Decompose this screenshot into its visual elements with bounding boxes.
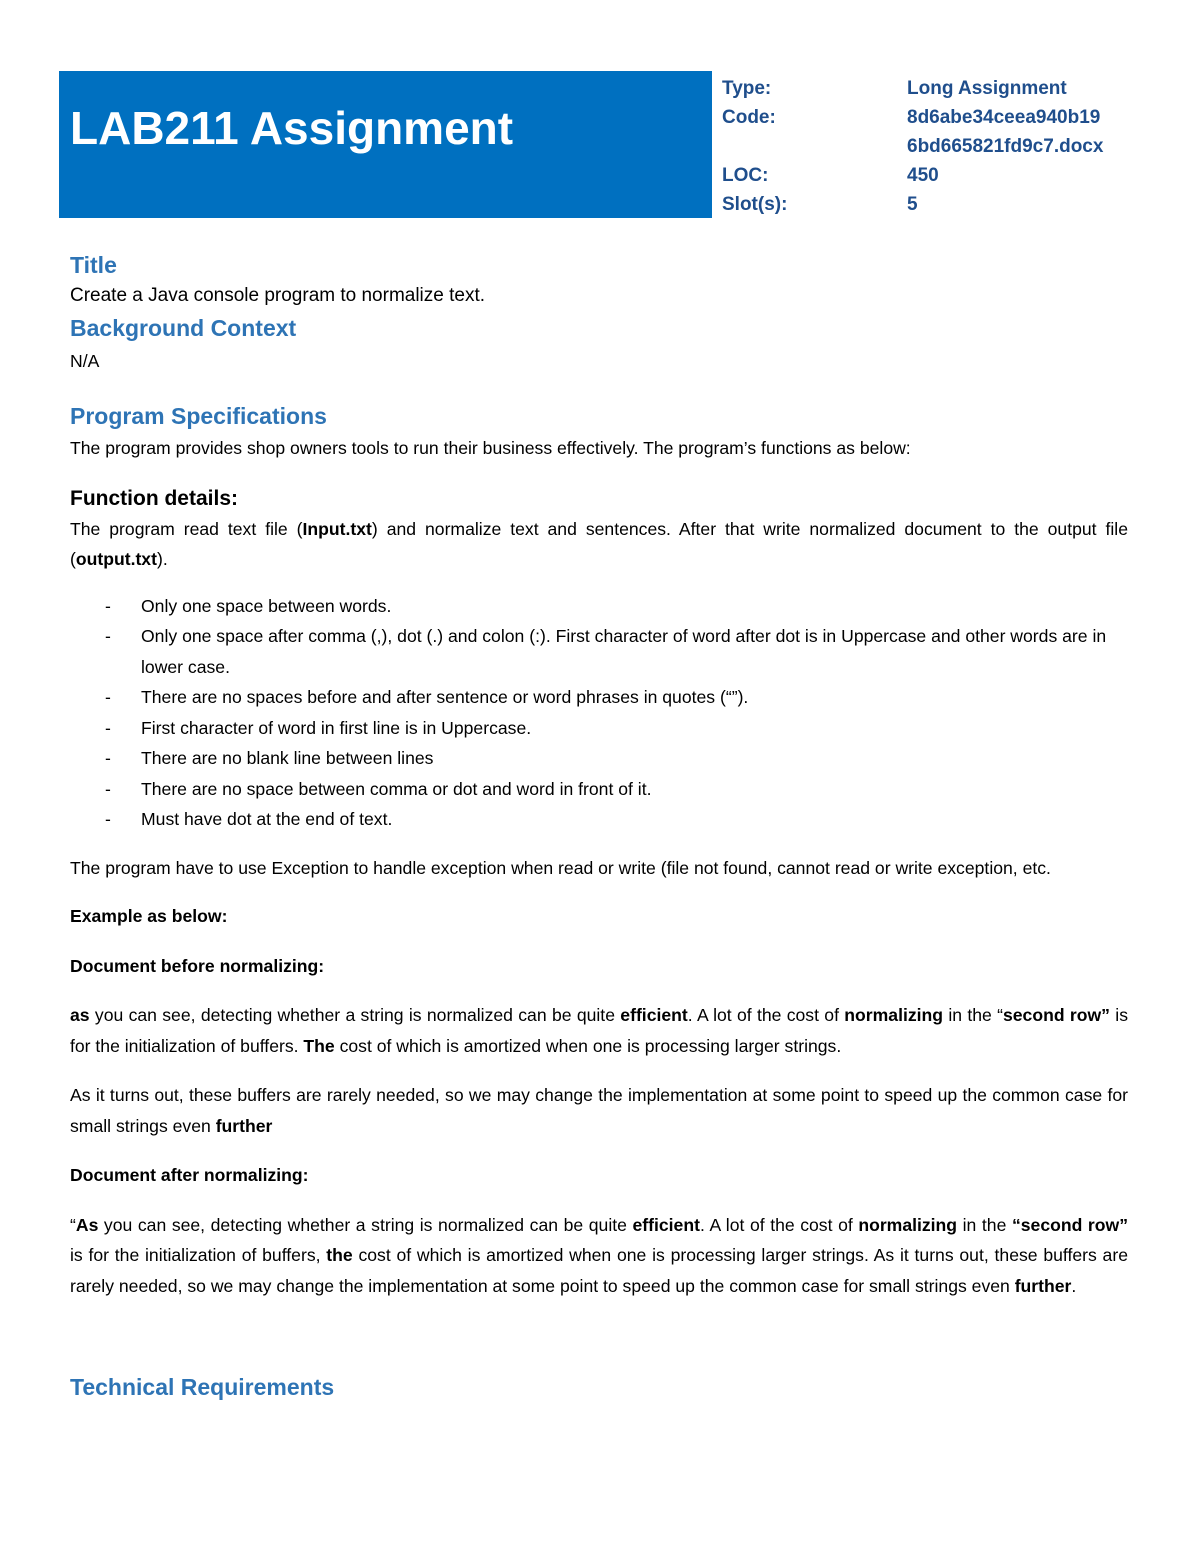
list-item: - There are no spaces before and after sentence or word phrases in quotes (“”). <box>105 687 749 707</box>
before-heading: Document before normalizing: <box>70 955 325 976</box>
section-heading-technical: Technical Requirements <box>70 1374 335 1400</box>
meta-key: LOC: <box>722 165 769 186</box>
list-item: - First character of word in first line is in Uppercase. <box>105 717 532 738</box>
list-item: - There are no blank line between lines <box>105 748 434 768</box>
section-heading-background: Background Context <box>70 315 297 341</box>
document-title: LAB211 Assignment <box>70 102 514 154</box>
list-item: - Must have dot at the end of text. <box>105 809 393 829</box>
section-heading-spec: Program Specifications <box>70 403 327 429</box>
before-paragraph-2: As it turns out, these buffers are rarely needed, so we may change the implementation at some point to speed up the common case for small strings even further <box>70 1085 1128 1136</box>
function-heading: Function details: <box>70 486 238 510</box>
list-item: - Only one space between words. <box>105 595 392 616</box>
meta-key: Code: <box>722 107 776 128</box>
after-heading: Document after normalizing: <box>70 1165 309 1185</box>
document-body <box>70 250 1128 1403</box>
title-banner <box>59 71 712 218</box>
meta-value: 8d6abe34ceea940b19 <box>907 107 1101 128</box>
meta-value: Long Assignment <box>907 78 1067 99</box>
section-heading-title: Title <box>70 252 117 278</box>
meta-key: Slot(s): <box>722 194 788 215</box>
before-paragraph-1: as you can see, detecting whether a string is normalized can be quite efficient. A lot of the cost of normalizing in the “second row” is for the initialization of buffers. The cost of which is amortized when one is processing larger strings. <box>70 1005 1128 1056</box>
meta-value: 6bd665821fd9c7.docx <box>907 136 1104 157</box>
after-paragraph: “As you can see, detecting whether a string is normalized can be quite efficient. A lot of the cost of normalizing in the “second row” is for the initialization of buffers, the cost of which is amortized when one is processing larger strings. As it turns out, these buffers are rarely needed, so we may change the implementation at some point to speed up the common case for small strings even further. <box>70 1214 1128 1296</box>
title-text: Create a Java console program to normalize text. <box>70 285 486 306</box>
background-text: N/A <box>70 351 100 371</box>
spec-text: The program provides shop owners tools to run their business effectively. The program’s functions as below: <box>70 438 911 458</box>
meta-key: Type: <box>722 78 772 99</box>
example-heading: Example as below: <box>70 906 228 926</box>
meta-value: 450 <box>907 165 939 186</box>
exception-text: The program have to use Exception to handle exception when read or write (file not found, cannot read or write exception, etc. <box>70 857 1051 878</box>
list-item: - There are no space between comma or dot and word in front of it. <box>105 778 652 799</box>
function-text: The program read text file (Input.txt) and normalize text and sentences. After that write normalized document to the output file (output.txt). <box>70 518 1128 569</box>
list-item: - Only one space after comma (,), dot (.) and colon (:). First character of word after dot is in Uppercase and other words are in lower case. <box>105 626 1107 677</box>
meta-value: 5 <box>907 194 918 215</box>
rules-list <box>70 591 1128 835</box>
